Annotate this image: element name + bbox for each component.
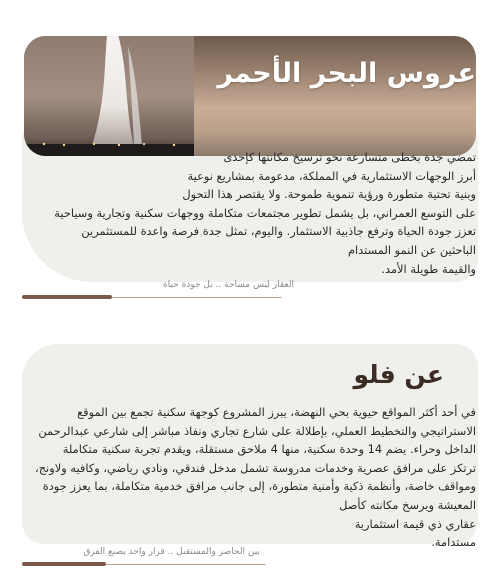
paragraph-line: والقيمة طويلة الأمد. (381, 261, 476, 276)
paragraph-line: وبنية تحتية متطورة ورؤية تنموية طموحة. ولا يقتصر هذا التحول (182, 187, 476, 202)
about-paragraph (30, 403, 476, 552)
accent-divider (22, 562, 106, 566)
accent-divider (22, 295, 112, 299)
thin-divider (112, 297, 282, 298)
paragraph-line: عقاري ذي قيمة استثمارية (354, 516, 476, 531)
paragraph-line: تمضي جدة بخطى متسارعة نحو ترسيخ مكانتها كإحدى (223, 150, 476, 164)
tagline-caption: العقار ليس مساحة .. بل جودة حياة (162, 280, 294, 290)
paragraph-line: المعيشة ويرسخ مكانته كأصل (339, 497, 476, 512)
hero-banner (24, 36, 476, 156)
tagline-caption: بين الحاضر والمستقبل .. قرار واحد يصنع الفرق (83, 547, 260, 557)
paragraph-line: الاستراتيجي والتخطيط العملي، بإطلالة على شارع تجاري ونفاذ مباشر إلى شارعي عبدالرحمن (38, 423, 476, 438)
jeddah-fountain-photo (24, 36, 194, 156)
paragraph-line: ومواقف خاصة، وأنظمة ذكية وأمنية متطورة، إلى جانب مرافق خدمية متكاملة، بما يعزز جودة (42, 479, 476, 494)
section-title: عروس البحر الأحمر (217, 58, 476, 89)
paragraph-line: الباحثين عن النمو المستدام (347, 242, 476, 257)
paragraph-line: مستدامة. (431, 535, 476, 550)
paragraph-line: تعزز جودة الحياة وترفع جاذبية الاستثمار. واليوم، تمثل جدة فرصة واعدة للمستثمرين (81, 224, 476, 239)
intro-paragraph (36, 148, 476, 278)
paragraph-line: أبرز الوجهات الاستثمارية في المملكة، مدعومة بمشاريع نوعية (187, 168, 476, 183)
about-title: عن فلو (353, 360, 444, 389)
paragraph-line: على التوسع العمراني، بل يشمل تطوير مجتمعات متكاملة ووجهات سكنية وتجارية وسياحية (54, 205, 476, 220)
paragraph-line: في أحد أكثر المواقع حيوية بحي النهضة، يبرز المشروع كوجهة سكنية تجمع بين الموقع (77, 405, 476, 419)
paragraph-line: ترتكز على مرافق عصرية وخدمات مدروسة تشمل مدخل فندقي، ونادي رياضي، وكافيه ولاونج، (35, 460, 476, 475)
paragraph-line: الداخل وحراء. يضم 14 وحدة سكنية، منها 4 ملاحق مستقلة، ويقدم تجربة سكنية متكاملة (62, 442, 476, 457)
thin-divider (106, 564, 266, 565)
